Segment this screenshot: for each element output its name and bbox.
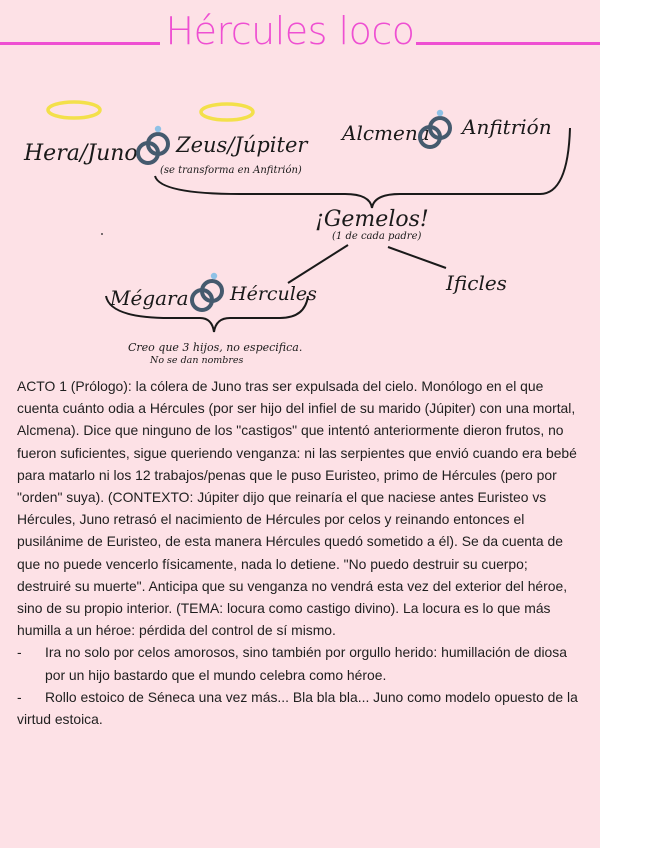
twins-label: ¡Gemelos!: [315, 207, 429, 232]
notes-bullet-list: [17, 641, 585, 730]
hercules-label: Hércules: [230, 283, 317, 305]
notes-body: [17, 375, 585, 730]
list-item: [17, 641, 585, 685]
zeus-jupiter-label: Zeus/Júpiter: [176, 133, 308, 157]
ink-dot: [101, 233, 103, 235]
halo-icon: [48, 102, 100, 118]
ificles-label: Ificles: [446, 271, 507, 295]
twins-note: (1 de cada padre): [332, 231, 422, 242]
branch-ificles: [388, 247, 446, 268]
family-tree-diagram: [0, 80, 600, 375]
bullet-text: Rollo estoico de Séneca una vez más... Bla bla bla... Juno como modelo opuesto de la virtud estoica.: [17, 688, 578, 728]
notes-paragraph: ACTO 1 (Prólogo): la cólera de Juno tras ser expulsada del cielo. Monólogo en el que cuenta cuánto odia a Hércules (por ser hijo del infiel de su marido (Júpiter) con una mortal, Alcmena). Dice que ninguno de los "castigos" que intentó anteriormente dieron frutos, no fueron suficientes, sigue queriendo venganza: ni las serpientes que envió cuando era bebé para matarlo ni los 12 trabajos/penas que le puso Euristeo, primo de Hércules (pero por "orden" suya). (CONTEXTO: Júpiter dijo que reinaría el que naciese antes Euristeo vs Hércules, Juno retrasó el nacimiento de Hércules por celos y reinando entonces el pusilánime de Euristeo, de esta manera Hércules quedó sometido a él). Se da cuenta de que no puede vencerlo físicamente, nada lo detiene. "No puedo destruir su cuerpo; destruiré su muerte". Anticipa que su venganza no vendrá esta vez del exterior del héroe, sino de su propio interior. (TEMA: locura como castigo divino). La locura es lo que más humilla a un héroe: pérdida del control de sí mismo.: [17, 378, 577, 639]
title-rule-left: [0, 42, 160, 45]
offspring-note-1: Creo que 3 hijos, no especifica.: [128, 341, 303, 354]
list-item: [17, 686, 585, 730]
bullet-dash: -: [17, 644, 22, 661]
anfitrion-label: Anfitrión: [462, 115, 552, 139]
wedding-rings-icon: [138, 126, 168, 163]
page-title: Hércules loco: [165, 9, 415, 53]
alcmena-label: Alcmena: [342, 121, 430, 145]
bullet-text: Ira no solo por celos amorosos, sino también por orgullo herido: humillación de diosa por un hijo bastardo que el mundo celebra como héroe.: [45, 644, 567, 683]
zeus-transform-note: (se transforma en Anfitrión): [160, 165, 302, 176]
title-rule-right: [416, 42, 600, 45]
bullet-dash: -: [17, 688, 22, 705]
offspring-note-2: No se dan nombres: [150, 355, 244, 366]
hera-juno-label: Hera/Juno: [24, 141, 138, 166]
wedding-rings-icon: [192, 273, 222, 310]
branch-hercules: [288, 245, 348, 283]
halo-icon: [201, 104, 253, 120]
megara-label: Mégara: [110, 286, 189, 310]
title-header: [0, 0, 600, 80]
